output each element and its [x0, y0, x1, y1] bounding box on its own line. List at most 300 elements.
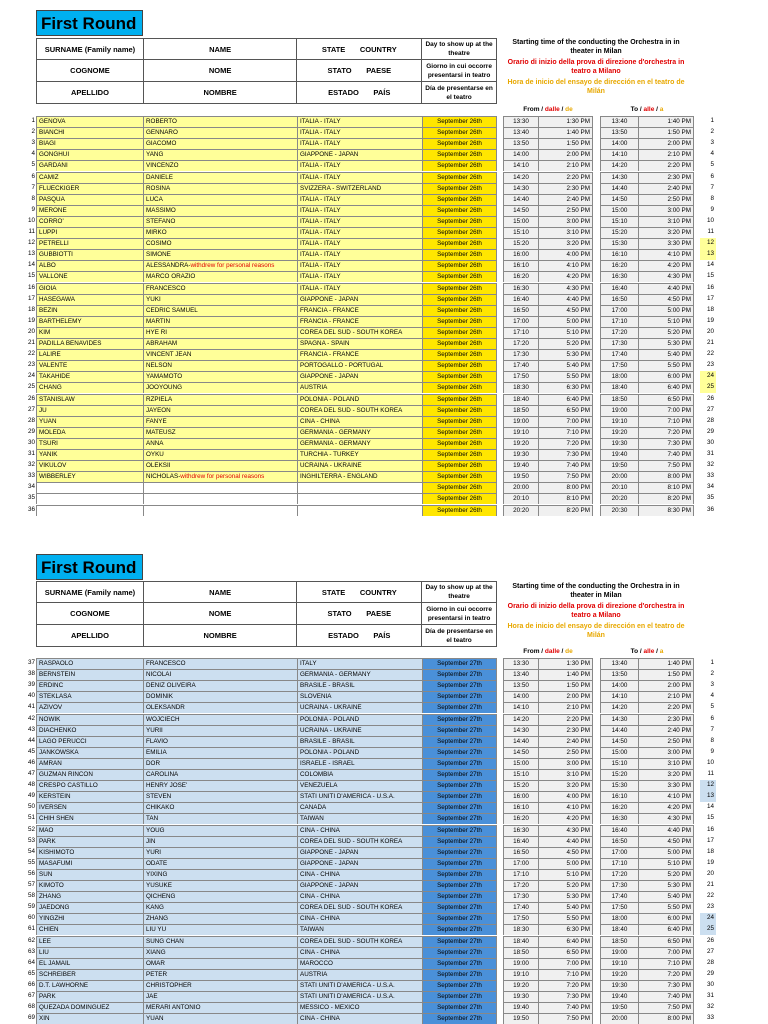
row-number: 50	[27, 803, 35, 811]
name-cell: KANG	[143, 902, 297, 913]
from-12h-cell: 6:40 PM	[538, 936, 593, 947]
from-12h-cell: 2:10 PM	[538, 702, 593, 713]
day-cell: September 26th	[422, 505, 497, 516]
from-24h-cell: 17:20	[503, 338, 538, 349]
name-cell: JIN	[143, 836, 297, 847]
table-row	[0, 116, 768, 127]
surname-cell: STEKLASA	[36, 691, 143, 702]
day-cell: September 26th	[422, 183, 497, 194]
to-12h-cell: 6:50 PM	[638, 394, 694, 405]
from-24h-cell: 17:00	[503, 316, 538, 327]
to-12h-cell: 3:20 PM	[638, 227, 694, 238]
day-cell: September 26th	[422, 249, 497, 260]
country-cell: COREA DEL SUD - SOUTH KOREA	[297, 405, 422, 416]
to-24h-cell: 19:10	[600, 416, 638, 427]
country-cell: SVIZZERA - SWITZERLAND	[297, 183, 422, 194]
name-cell: YURI	[143, 847, 297, 858]
row-number: 16	[27, 283, 35, 291]
name-cell: TAN	[143, 813, 297, 824]
to-12h-cell: 2:50 PM	[638, 194, 694, 205]
to-24h-cell: 20:00	[600, 1013, 638, 1024]
row-number: 63	[27, 947, 35, 955]
name-cell	[143, 505, 297, 516]
country-cell: BRASILE - BRASIL	[297, 680, 422, 691]
name-cell: YUSUKE	[143, 880, 297, 891]
name-cell: QICHENG	[143, 891, 297, 902]
row-number: 55	[27, 858, 35, 866]
name-cell: STEFANO	[143, 216, 297, 227]
nombre-label: NOMBRE	[143, 82, 296, 104]
day-cell: September 26th	[422, 316, 497, 327]
day-cell: September 26th	[422, 382, 497, 393]
name-cell: XIANG	[143, 947, 297, 958]
from-12h-cell: 5:10 PM	[538, 327, 593, 338]
from-24h-cell: 19:30	[503, 449, 538, 460]
surname-cell: BARTHELEMY	[36, 316, 143, 327]
to-12h-cell: 7:20 PM	[638, 427, 694, 438]
dia-label: Día de presentarse en el teatro	[422, 82, 497, 104]
name-cell: NICHOLAS-withdrew for personal reasons	[143, 471, 297, 482]
to-24h-cell: 14:00	[600, 680, 638, 691]
name-cell: VINCENZO	[143, 160, 297, 171]
slot-index: 12	[700, 238, 716, 249]
row-number: 13	[27, 250, 35, 258]
table-row	[0, 405, 768, 416]
table-row	[0, 902, 768, 913]
slot-index: 26	[706, 394, 714, 402]
row-number: 1	[31, 117, 35, 124]
row-number: 9	[31, 205, 35, 213]
country-cell: ITALIA - ITALY	[297, 249, 422, 260]
to-24h-cell: 14:40	[600, 183, 638, 194]
table-row	[0, 382, 768, 393]
to-24h-cell: 18:50	[600, 394, 638, 405]
surname-cell: AZIVOV	[36, 702, 143, 713]
day-cell: September 27th	[422, 658, 497, 669]
to-12h-cell: 2:50 PM	[638, 736, 694, 747]
row-number: 37	[27, 659, 35, 666]
to-header: To / alle / a	[630, 648, 664, 655]
table-row	[0, 183, 768, 194]
surname-cell: VALENTE	[36, 360, 143, 371]
to-24h-cell: 17:30	[600, 338, 638, 349]
from-24h-cell: 19:20	[503, 980, 538, 991]
day-cell: September 26th	[422, 394, 497, 405]
from-12h-cell: 2:00 PM	[538, 691, 593, 702]
surname-cell: CAMIZ	[36, 172, 143, 183]
to-24h-cell: 16:10	[600, 791, 638, 802]
to-12h-cell: 8:10 PM	[638, 482, 694, 493]
slot-index: 36	[706, 505, 714, 513]
country-cell: UCRAINA - UKRAINE	[297, 725, 422, 736]
giorno-label: Giorno in cui occorre presentarsi in teatro	[422, 60, 497, 82]
day-cell: September 26th	[422, 460, 497, 471]
name-cell: FRANCESCO	[143, 283, 297, 294]
row-number: 40	[27, 692, 35, 700]
to-12h-cell: 7:20 PM	[638, 969, 694, 980]
from-24h-cell: 19:00	[503, 958, 538, 969]
slot-index: 19	[706, 858, 714, 866]
to-12h-cell: 3:00 PM	[638, 747, 694, 758]
to-24h-cell: 13:40	[600, 116, 638, 127]
to-12h-cell: 2:40 PM	[638, 183, 694, 194]
surname-label: SURNAME (Family name)	[37, 39, 144, 60]
to-24h-cell: 20:00	[600, 471, 638, 482]
state-country-label: STATE COUNTRY	[297, 39, 422, 60]
name-cell: CAROLINA	[143, 769, 297, 780]
slot-index: 5	[710, 161, 714, 169]
name-cell: ALESSANDRA-withdrew for personal reasons	[143, 260, 297, 271]
country-cell: GERMANIA - GERMANY	[297, 438, 422, 449]
orario-label: Orario di inizio della prova di direzione d'orchestra in teatro a Milano	[507, 59, 685, 75]
name-cell: ROSINA	[143, 183, 297, 194]
to-header: To / alle / a	[630, 106, 664, 113]
table-row	[0, 416, 768, 427]
to-12h-cell: 1:40 PM	[638, 116, 694, 127]
to-24h-cell: 19:50	[600, 460, 638, 471]
table-row	[0, 714, 768, 725]
from-12h-cell: 2:20 PM	[538, 172, 593, 183]
slot-index: 8	[710, 736, 714, 744]
country-cell: SLOVENIA	[297, 691, 422, 702]
row-number: 27	[27, 405, 35, 413]
surname-cell: PARK	[36, 991, 143, 1002]
from-12h-cell: 4:50 PM	[538, 847, 593, 858]
day-cell: September 26th	[422, 194, 497, 205]
day-cell: September 27th	[422, 991, 497, 1002]
to-24h-cell: 16:10	[600, 249, 638, 260]
surname-cell	[36, 505, 143, 516]
country-cell: ISRAELE - ISRAEL	[297, 758, 422, 769]
surname-cell: BEZIN	[36, 305, 143, 316]
slot-index: 28	[706, 416, 714, 424]
to-24h-cell: 19:20	[600, 969, 638, 980]
from-12h-cell: 7:50 PM	[538, 471, 593, 482]
name-cell	[143, 482, 297, 493]
surname-cell: ZHANG	[36, 891, 143, 902]
country-cell: ITALIA - ITALY	[297, 172, 422, 183]
country-cell: CINA - CHINA	[297, 825, 422, 836]
row-number: 47	[27, 770, 35, 777]
country-cell: POLONIA - POLAND	[297, 714, 422, 725]
from-24h-cell: 14:40	[503, 736, 538, 747]
slot-index: 9	[710, 747, 714, 755]
to-12h-cell: 4:40 PM	[638, 825, 694, 836]
to-24h-cell: 17:00	[600, 847, 638, 858]
to-24h-cell: 15:00	[600, 747, 638, 758]
table-row	[0, 305, 768, 316]
day-cell: September 27th	[422, 680, 497, 691]
from-12h-cell: 5:40 PM	[538, 902, 593, 913]
country-cell: CINA - CHINA	[297, 913, 422, 924]
country-cell: CANADA	[297, 802, 422, 813]
from-header: From / dalle / de	[523, 648, 573, 655]
day-cell: September 27th	[422, 902, 497, 913]
from-24h-cell: 17:30	[503, 349, 538, 360]
surname-cell: TAKAHIDE	[36, 371, 143, 382]
slot-index: 18	[706, 847, 714, 855]
from-24h-cell: 13:50	[503, 138, 538, 149]
schedule-table-day-2	[0, 658, 768, 1024]
table-row	[0, 493, 768, 504]
from-24h-cell: 14:20	[503, 714, 538, 725]
surname-cell: LUPPI	[36, 227, 143, 238]
country-cell: COREA DEL SUD - SOUTH KOREA	[297, 936, 422, 947]
table-row	[0, 880, 768, 891]
to-12h-cell: 4:50 PM	[638, 294, 694, 305]
day-cell: September 27th	[422, 758, 497, 769]
slot-index: 33	[706, 472, 714, 480]
to-24h-cell: 14:50	[600, 736, 638, 747]
from-24h-cell: 17:40	[503, 360, 538, 371]
slot-index: 22	[706, 350, 714, 358]
surname-cell: KERSTEIN	[36, 791, 143, 802]
country-cell: AUSTRIA	[297, 969, 422, 980]
row-number: 59	[27, 903, 35, 911]
day-cell: September 26th	[422, 227, 497, 238]
day-cell: September 27th	[422, 858, 497, 869]
surname-cell: AMRAN	[36, 758, 143, 769]
to-24h-cell: 20:20	[600, 493, 638, 504]
nome-label: NOME	[143, 60, 296, 82]
to-24h-cell: 17:50	[600, 360, 638, 371]
country-cell: UCRAINA - UKRAINE	[297, 460, 422, 471]
day-cell: September 27th	[422, 747, 497, 758]
day-cell: September 26th	[422, 416, 497, 427]
from-12h-cell: 5:00 PM	[538, 316, 593, 327]
from-24h-cell: 14:00	[503, 149, 538, 160]
name-cell: SIMONE	[143, 249, 297, 260]
slot-index: 3	[710, 139, 714, 147]
surname-cell: LEE	[36, 936, 143, 947]
surname-cell: KISHIMOTO	[36, 847, 143, 858]
slot-index: 23	[706, 361, 714, 369]
to-12h-cell: 5:50 PM	[638, 902, 694, 913]
from-24h-cell: 17:10	[503, 327, 538, 338]
country-cell: MAROCCO	[297, 958, 422, 969]
day-cell: September 27th	[422, 947, 497, 958]
country-cell: UCRAINA - UKRAINE	[297, 702, 422, 713]
from-24h-cell: 15:00	[503, 216, 538, 227]
from-12h-cell: 2:30 PM	[538, 183, 593, 194]
to-12h-cell: 7:10 PM	[638, 416, 694, 427]
name-label: NAME	[143, 582, 296, 603]
day-cell: September 27th	[422, 769, 497, 780]
row-number: 25	[27, 383, 35, 391]
from-12h-cell: 5:10 PM	[538, 869, 593, 880]
row-number: 42	[27, 714, 35, 722]
country-cell: ITALIA - ITALY	[297, 238, 422, 249]
to-12h-cell: 8:20 PM	[638, 493, 694, 504]
day-cell: September 27th	[422, 1002, 497, 1013]
from-12h-cell: 5:30 PM	[538, 349, 593, 360]
day-cell: September 27th	[422, 725, 497, 736]
giorno-label: Giorno in cui occorre presentarsi in teatro	[422, 603, 497, 625]
country-cell: COLOMBIA	[297, 769, 422, 780]
country-cell: AUSTRIA	[297, 382, 422, 393]
from-12h-cell: 7:20 PM	[538, 980, 593, 991]
surname-cell: YINGZHI	[36, 913, 143, 924]
from-24h-cell: 18:40	[503, 936, 538, 947]
surname-cell: CHANG	[36, 382, 143, 393]
row-number: 41	[27, 703, 35, 711]
section-title: First Round	[36, 554, 143, 580]
name-cell: RZPIELA	[143, 394, 297, 405]
surname-cell: WIBBERLEY	[36, 471, 143, 482]
table-row	[0, 371, 768, 382]
table-row	[0, 482, 768, 493]
slot-index: 23	[706, 903, 714, 911]
to-24h-cell: 15:00	[600, 205, 638, 216]
from-12h-cell: 3:10 PM	[538, 769, 593, 780]
table-row	[0, 780, 768, 791]
from-12h-cell: 7:00 PM	[538, 416, 593, 427]
row-number: 56	[27, 869, 35, 877]
from-24h-cell: 16:50	[503, 305, 538, 316]
name-label: NAME	[143, 39, 296, 60]
name-cell: FANYE	[143, 416, 297, 427]
surname-cell: GONGHUI	[36, 149, 143, 160]
country-cell: CINA - CHINA	[297, 947, 422, 958]
table-row	[0, 260, 768, 271]
slot-index: 8	[710, 194, 714, 202]
table-row	[0, 360, 768, 371]
table-row	[0, 205, 768, 216]
surname-cell: TSURI	[36, 438, 143, 449]
row-number: 66	[27, 980, 35, 988]
day-cell: September 26th	[422, 471, 497, 482]
slot-index: 2	[710, 128, 714, 136]
table-row	[0, 891, 768, 902]
to-12h-cell: 6:40 PM	[638, 924, 694, 935]
surname-cell: GENOVA	[36, 116, 143, 127]
to-24h-cell: 14:10	[600, 691, 638, 702]
to-12h-cell: 2:30 PM	[638, 172, 694, 183]
to-12h-cell: 3:20 PM	[638, 769, 694, 780]
country-cell: FRANCIA - FRANCE	[297, 349, 422, 360]
to-12h-cell: 1:40 PM	[638, 658, 694, 669]
name-cell: CHIKAKO	[143, 802, 297, 813]
surname-cell: IVERSEN	[36, 802, 143, 813]
table-row	[0, 394, 768, 405]
slot-index: 4	[710, 150, 714, 158]
from-12h-cell: 6:30 PM	[538, 924, 593, 935]
to-24h-cell: 13:50	[600, 669, 638, 680]
day-cell: September 26th	[422, 160, 497, 171]
orario-label: Orario di inizio della prova di direzione d'orchestra in teatro a Milano	[507, 603, 685, 619]
surname-cell: CRESPO CASTILLO	[36, 780, 143, 791]
day-cell: September 27th	[422, 1013, 497, 1024]
to-12h-cell: 4:30 PM	[638, 813, 694, 824]
from-24h-cell: 19:50	[503, 1013, 538, 1024]
table-row	[0, 238, 768, 249]
table-row	[0, 791, 768, 802]
day-cell: September 27th	[422, 780, 497, 791]
from-24h-cell: 19:50	[503, 471, 538, 482]
to-12h-cell: 2:30 PM	[638, 714, 694, 725]
row-number: 69	[27, 1014, 35, 1022]
from-24h-cell: 16:00	[503, 791, 538, 802]
table-row	[0, 438, 768, 449]
from-12h-cell: 8:20 PM	[538, 505, 593, 516]
from-24h-cell: 16:40	[503, 836, 538, 847]
table-row	[0, 294, 768, 305]
estado-pais-label: ESTADO PAÍS	[297, 625, 422, 647]
from-12h-cell: 1:40 PM	[538, 669, 593, 680]
country-cell: TURCHIA - TURKEY	[297, 449, 422, 460]
from-12h-cell: 2:40 PM	[538, 736, 593, 747]
name-cell: MASSIMO	[143, 205, 297, 216]
country-cell: INGHILTERRA - ENGLAND	[297, 471, 422, 482]
to-24h-cell: 18:50	[600, 936, 638, 947]
from-24h-cell: 14:00	[503, 691, 538, 702]
row-number: 3	[31, 139, 35, 147]
slot-index: 20	[706, 327, 714, 335]
country-cell: GIAPPONE - JAPAN	[297, 858, 422, 869]
table-row	[0, 969, 768, 980]
slot-index: 29	[706, 969, 714, 977]
to-24h-cell: 16:40	[600, 825, 638, 836]
from-12h-cell: 5:20 PM	[538, 338, 593, 349]
row-number: 35	[27, 494, 35, 502]
to-12h-cell: 5:40 PM	[638, 891, 694, 902]
from-24h-cell: 16:10	[503, 802, 538, 813]
apellido-label: APELLIDO	[37, 82, 144, 104]
country-cell: STATI UNITI D'AMERICA - U.S.A.	[297, 791, 422, 802]
to-24h-cell: 19:10	[600, 958, 638, 969]
country-cell	[297, 482, 422, 493]
country-cell: GIAPPONE - JAPAN	[297, 294, 422, 305]
country-cell: TAIWAN	[297, 924, 422, 935]
slot-index: 10	[706, 758, 714, 766]
table-row	[0, 338, 768, 349]
to-12h-cell: 5:10 PM	[638, 858, 694, 869]
row-number: 26	[27, 394, 35, 402]
hora-label: Hora de inicio del ensayo de dirección en el teatro de Milán	[507, 623, 685, 639]
from-24h-cell: 17:00	[503, 858, 538, 869]
country-cell: CINA - CHINA	[297, 1013, 422, 1024]
to-12h-cell: 5:30 PM	[638, 880, 694, 891]
from-12h-cell: 3:20 PM	[538, 780, 593, 791]
from-24h-cell: 13:40	[503, 669, 538, 680]
from-24h-cell: 13:30	[503, 658, 538, 669]
surname-cell: PADILLA BENAVIDES	[36, 338, 143, 349]
table-row	[0, 913, 768, 924]
from-12h-cell: 4:50 PM	[538, 305, 593, 316]
from-24h-cell: 18:50	[503, 947, 538, 958]
name-cell: DENIZ OLIVEIRA	[143, 680, 297, 691]
to-12h-cell: 5:20 PM	[638, 869, 694, 880]
surname-cell: LIU	[36, 947, 143, 958]
table-row	[0, 283, 768, 294]
to-12h-cell: 1:50 PM	[638, 127, 694, 138]
day-cell: September 27th	[422, 702, 497, 713]
name-cell: LUCA	[143, 194, 297, 205]
name-cell: OYKU	[143, 449, 297, 460]
row-number: 12	[27, 239, 35, 247]
row-number: 38	[27, 670, 35, 678]
from-24h-cell: 17:40	[503, 902, 538, 913]
name-cell: YANG	[143, 149, 297, 160]
day-cell: September 26th	[422, 305, 497, 316]
to-24h-cell: 13:40	[600, 658, 638, 669]
row-number: 61	[27, 925, 35, 933]
from-24h-cell: 18:30	[503, 924, 538, 935]
to-12h-cell: 5:50 PM	[638, 360, 694, 371]
row-number: 18	[27, 305, 35, 313]
day-cell: September 26th	[422, 371, 497, 382]
name-cell: YIXING	[143, 869, 297, 880]
